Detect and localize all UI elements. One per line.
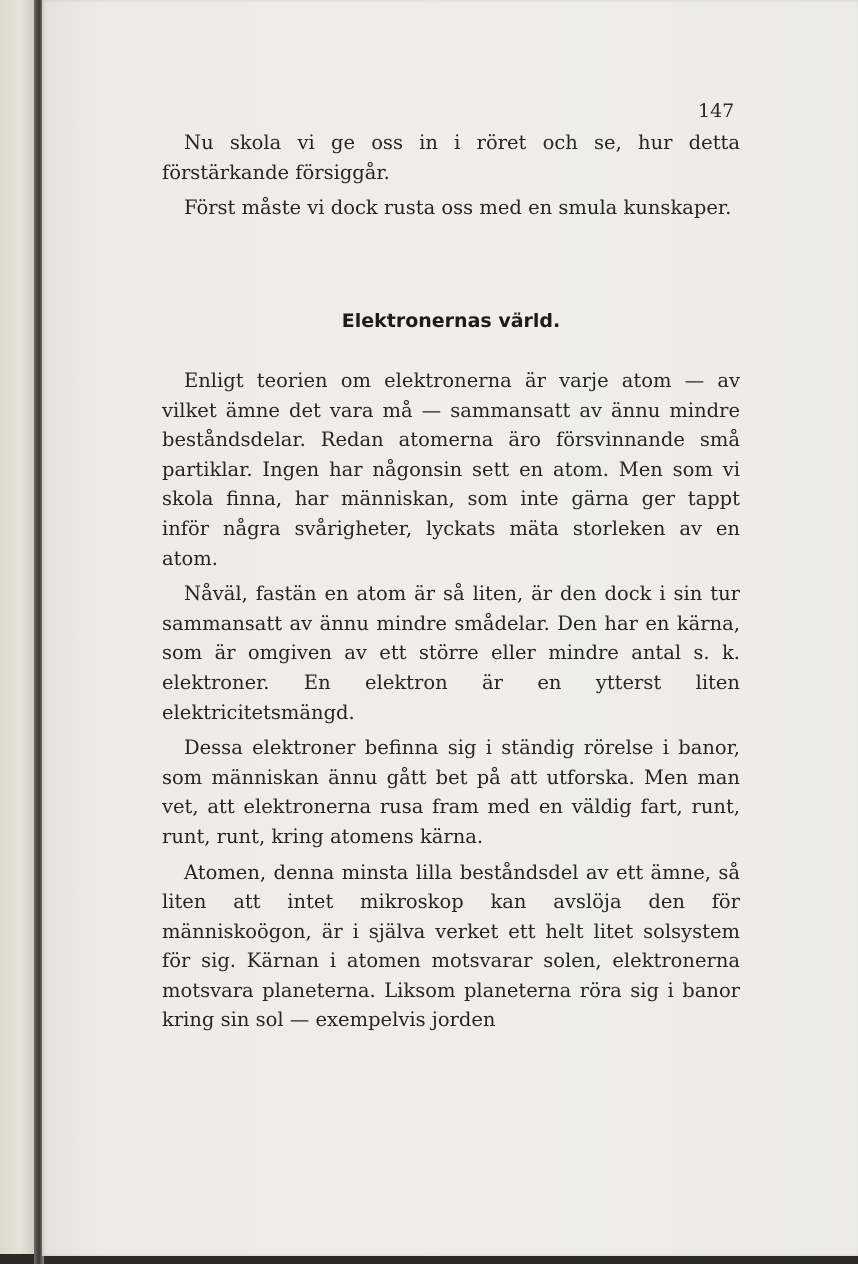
paragraph: Nåväl, fastän en atom är så liten, är den dock i sin tur sammansatt av ännu mindre smådelar. Den har en kärna, som är omgiven av ett större eller mindre antal s. k. elektroner. En elektron är en ytterst liten elektricitetsmängd.	[162, 582, 740, 724]
paragraph: Nu skola vi ge oss in i röret och se, hur detta förstärkande försiggår.	[162, 131, 740, 184]
previous-page-edge	[0, 0, 35, 1254]
book-page	[42, 0, 858, 1256]
paragraph: Först måste vi dock rusta oss med en smula kunskaper.	[184, 196, 732, 220]
section-heading: Elektronernas värld.	[341, 310, 561, 332]
paragraph: Enligt teorien om elektronerna är varje atom — av vilket ämne det vara må — sammansatt av ännu mindre beståndsdelar. Redan atomerna äro försvinnande små partiklar. Ingen har någonsin sett en atom. Men som vi skola finna, har människan, som inte gärna ger tappt inför några svårigheter, lyckats mäta storleken av en atom.	[162, 369, 740, 570]
section-text	[162, 366, 740, 1041]
intro-text	[162, 128, 740, 229]
page-number: 147	[698, 100, 735, 122]
paragraph: Dessa elektroner befinna sig i ständig rörelse i banor, som människan ännu gått bet på att utforska. Men man vet, att elektronerna rusa fram med en väldig fart, runt, runt, runt, kring atomens kärna.	[162, 736, 740, 848]
paragraph: Atomen, denna minsta lilla beståndsdel av ett ämne, så liten att intet mikroskop kan avslöja den för människoögon, är i själva verket ett helt litet solsystem för sig. Kärnan i atomen motsvarar solen, elektronerna motsvara planeterna. Liksom planeterna röra sig i banor kring sin sol — exempelvis jorden	[162, 860, 740, 1032]
